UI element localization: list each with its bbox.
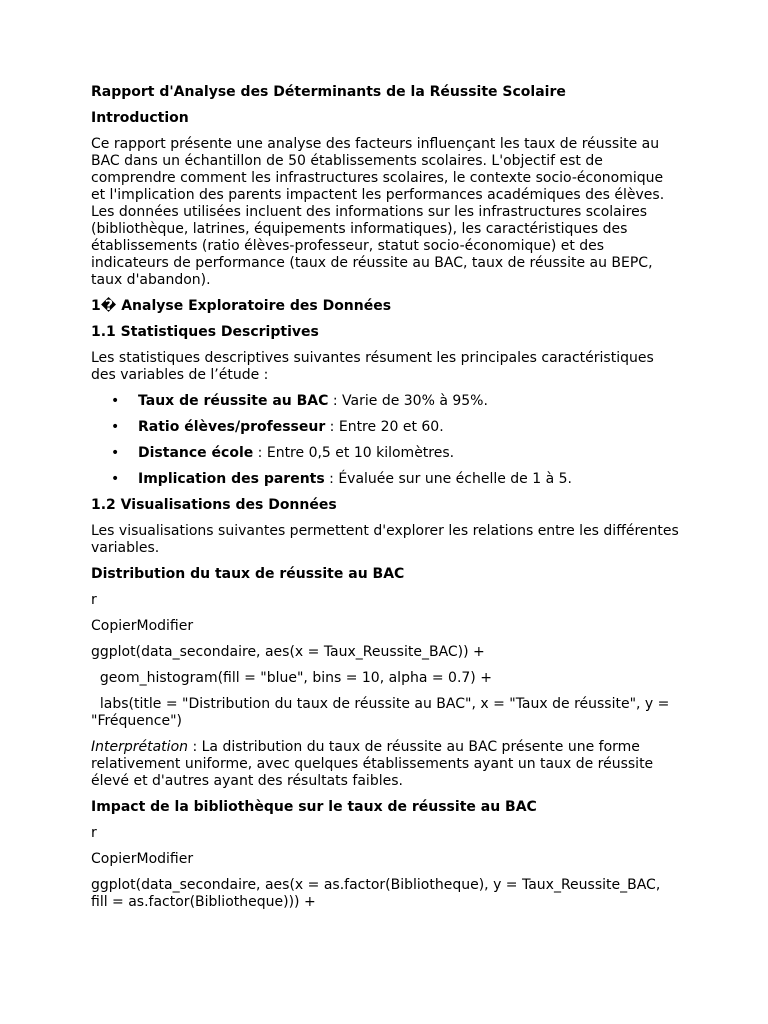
bullet-text: : Entre 0,5 et 10 kilomètres.: [253, 445, 455, 461]
code1-line-3: labs(title = "Distribution du taux de réussite au BAC", x = "Taux de réussite", y = "Fréquence"): [91, 696, 674, 729]
section1-1-paragraph: Les statistiques descriptives suivantes résument les principales caractéristiques des variables de l’étude :: [91, 350, 654, 383]
intro-heading: Introduction: [91, 110, 189, 126]
document-body: [91, 84, 681, 920]
interpretation-label: Interprétation: [91, 739, 189, 755]
list-item: [91, 471, 681, 488]
bullet-text: : Entre 20 et 60.: [325, 419, 444, 435]
list-item: [91, 393, 681, 410]
stats-bullet-list: [91, 393, 681, 488]
bullet-label: Taux de réussite au BAC: [138, 393, 329, 409]
bullet-label: Ratio élèves/professeur: [138, 419, 326, 435]
bullet-text: : Varie de 30% à 95%.: [328, 393, 488, 409]
interpretation-paragraph: [91, 739, 681, 790]
code1-copy-label: CopierModifier: [91, 618, 194, 634]
code1-line-2: geom_histogram(fill = "blue", bins = 10, alpha = 0.7) +: [91, 670, 492, 686]
code2-copy-label: CopierModifier: [91, 851, 194, 867]
section1-2-paragraph: Les visualisations suivantes permettent d'explorer les relations entre les différentes variables.: [91, 523, 679, 556]
distribution-heading: Distribution du taux de réussite au BAC: [91, 566, 405, 582]
bullet-label: Implication des parents: [138, 471, 325, 487]
intro-paragraph: Ce rapport présente une analyse des facteurs influençant les taux de réussite au BAC dans un échantillon de 50 établissements scolaires. L'objectif est de comprendre comment les infrastructures scolaires, le contexte socio-économique et l'implication des parents impactent les performances académiques des élèves. Les données utilisées incluent des informations sur les infrastructures scolaires (bibliothèque, latrines, équipements informatiques), les caractéristiques des établissements (ratio élèves-professeur, statut socio-économique) et des indicateurs de performance (taux de réussite au BAC, taux de réussite au BEPC, taux d'abandon).: [91, 136, 665, 288]
document-title: Rapport d'Analyse des Déterminants de la Réussite Scolaire: [91, 84, 566, 100]
code2-language-label: r: [91, 825, 97, 841]
section1-heading: 1� Analyse Exploratoire des Données: [91, 298, 392, 314]
section1-2-heading: 1.2 Visualisations des Données: [91, 497, 337, 513]
list-item: [91, 419, 681, 436]
interpretation-text: : La distribution du taux de réussite au BAC présente une forme relativement uniforme, avec quelques établissements ayant un taux de réussite élevé et d'autres ayant des résultats faibles.: [91, 739, 654, 789]
impact-heading: Impact de la bibliothèque sur le taux de réussite au BAC: [91, 799, 537, 815]
bullet-label: Distance école: [138, 445, 254, 461]
code2-line-1: ggplot(data_secondaire, aes(x = as.factor(Bibliotheque), y = Taux_Reussite_BAC, fill = as.factor(Bibliotheque))) +: [91, 877, 661, 910]
list-item: [91, 445, 681, 462]
section1-1-heading: 1.1 Statistiques Descriptives: [91, 324, 319, 340]
code1-line-1: ggplot(data_secondaire, aes(x = Taux_Reussite_BAC)) +: [91, 644, 485, 660]
code1-language-label: r: [91, 592, 97, 608]
bullet-text: : Évaluée sur une échelle de 1 à 5.: [324, 471, 572, 487]
